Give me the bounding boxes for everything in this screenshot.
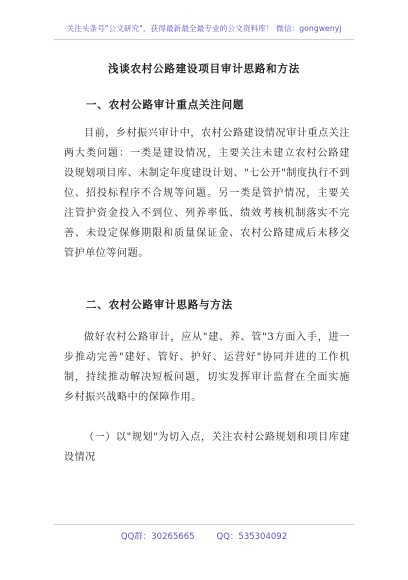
footer-contact — [0, 530, 408, 542]
footer-qq-number: QQ：535304092 — [216, 532, 288, 542]
section-heading-2: 二、农村公路审计思路与方法 — [86, 299, 233, 311]
footer-qq-group: QQ群：30265665 — [120, 532, 195, 542]
document-title: 浅谈农村公路建设项目审计思路和方法 — [107, 63, 301, 75]
section-1-paragraph: 目前，乡村振兴审计中，农村公路建设情况审计重点关注两大类问题：一类是建设情况，主要关注未建立农村公路建设规划项目库、未制定年度建设计划、"七公开"制度执行不到位、招投标程序不合规等问题。另一类是管护情况，主要关注管护资金投入不到位、列养率低、绩效考核机制落实不完善、未设定保修期限和质量保证金、农村公路建成后未移交管护单位等问题。 — [64, 128, 350, 259]
section-heading-1: 一、农村公路审计重点关注问题 — [86, 99, 245, 111]
header-banner: 关注头条号"公文研究"，获得最新最全最专业的公文资料库！ 微信：gongwenyj — [66, 24, 342, 33]
section-2-paragraph-1: 做好农村公路审计，应从"建、养、管"3方面入手，进一步推动完善"建好、管好、护好、运营好"协同并进的工作机制，持续推动解决短板问题，切实发挥审计监督在全面实施乡村振兴战略中的保障作用。 — [64, 332, 350, 403]
footer-divider — [54, 524, 354, 525]
section-2-paragraph-2: （一）以"规划"为切入点，关注农村公路规划和项目库建设情况 — [64, 432, 350, 463]
header-divider — [54, 39, 354, 40]
